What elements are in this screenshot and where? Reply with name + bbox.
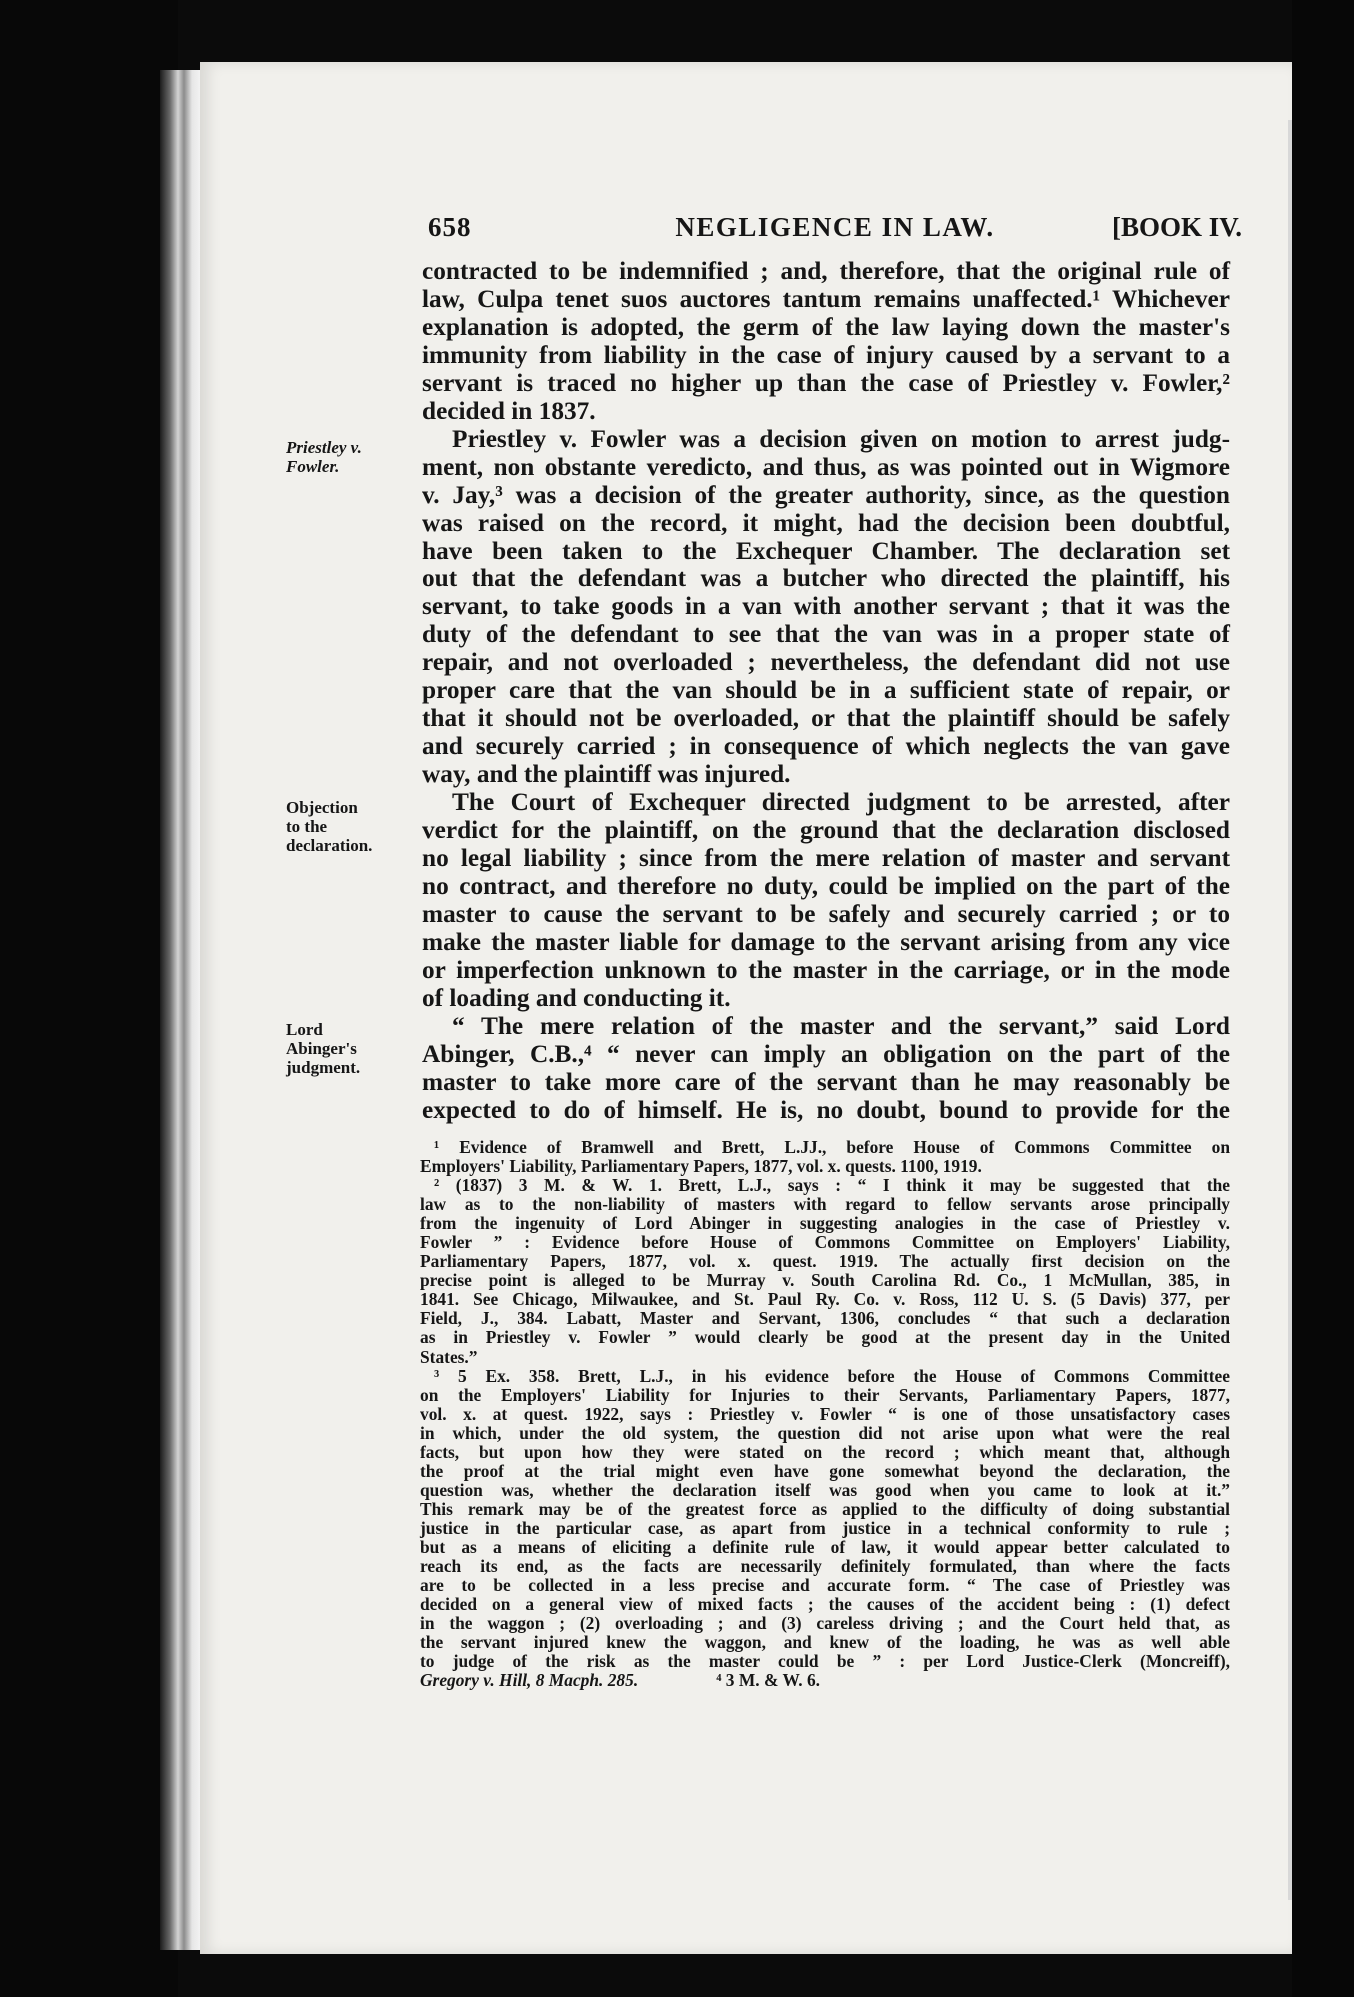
paragraph-2: [422, 426, 1230, 789]
text-line: that it should not be overloaded, or that the plaintiff should be safely: [422, 704, 1230, 733]
footnote-1: [420, 1138, 1230, 1176]
footnote-line: from the ingenuity of Lord Abinger in suggesting analogies in the case of Priestley v.: [420, 1213, 1230, 1234]
margin-note-line: Abinger's: [286, 1039, 357, 1058]
text-line: ment, non obstante veredicto, and thus, as was pointed out in Wigmore: [422, 452, 1230, 481]
text-line: servant is traced no higher up than the case of Priestley v. Fowler,²: [422, 368, 1230, 397]
footnote-last-line: [420, 1671, 1230, 1690]
footnote-line: 1841. See Chicago, Milwaukee, and St. Paul Ry. Co. v. Ross, 112 U. S. (5 Davis) 377, per: [420, 1289, 1230, 1310]
running-title: NEGLIGENCE IN LAW.: [675, 212, 995, 242]
scan-right-border: [1292, 0, 1354, 1997]
page-number: 658: [428, 212, 472, 242]
footnote-line: Parliamentary Papers, 1877, vol. x. quest. 1919. The actually first decision on the: [420, 1251, 1230, 1272]
text-line: expected to do of himself. He is, no doubt, bound to provide for the: [422, 1095, 1230, 1124]
margin-note-abinger: [286, 1020, 414, 1077]
margin-note-priestley: [286, 438, 414, 476]
footnote-line: ¹ Evidence of Bramwell and Brett, L.JJ., before House of Commons Committee on: [434, 1137, 1230, 1157]
margin-note-line: Fowler.: [286, 457, 340, 476]
margin-note-line: Priestley v.: [286, 438, 362, 457]
footnote-line: ³ 5 Ex. 358. Brett, L.J., in his evidence before the House of Commons Committee: [434, 1365, 1230, 1386]
footnote-line: the servant injured knew the waggon, and knew of the loading, he was as well able: [420, 1632, 1230, 1653]
text-line: no contract, and therefore no duty, could be implied on the part of the: [422, 871, 1230, 900]
footnote-line: precise point is alleged to be Murray v. South Carolina Rd. Co., 1 McMullan, 385, in: [420, 1270, 1230, 1291]
footnote-line: reach its end, as the facts are necessarily definitely formulated, than where the facts: [420, 1556, 1230, 1577]
footnote-line: as in Priestley v. Fowler ” would clearly be good at the present day in the United: [420, 1327, 1230, 1348]
footnote-line: in the waggon ; (2) overloading ; and (3) careless driving ; and the Court held that, as: [420, 1613, 1230, 1634]
footnote-line: decided on a general view of mixed facts ; the causes of the accident being : (1) defect: [420, 1594, 1230, 1615]
text-line: v. Jay,³ was a decision of the greater authority, since, as the question: [422, 480, 1230, 509]
text-line: way, and the plaintiff was injured.: [422, 760, 791, 789]
footnote-line: law as to the non-liability of masters with regard to fellow servants arose principally: [420, 1194, 1230, 1215]
footnote-line: are to be collected in a less precise and accurate form. “ The case of Priestley was: [420, 1575, 1230, 1596]
text-line: contracted to be indemnified ; and, therefore, that the original rule of: [422, 257, 1230, 285]
paragraph-4: [422, 1013, 1230, 1125]
text-line: master to take more care of the servant than he may reasonably be: [422, 1067, 1230, 1096]
footnote-4: ⁴ 3 M. & W. 6.: [716, 1670, 820, 1691]
text-line: duty of the defendant to see that the van was in a proper state of: [422, 620, 1230, 649]
footnote-line: Field, J., 384. Labatt, Master and Servant, 1306, concludes “ that such a declaration: [420, 1308, 1230, 1329]
text-line: immunity from liability in the case of injury caused by a servant to a: [422, 340, 1230, 369]
text-line: repair, and not overloaded ; nevertheless, the defendant did not use: [422, 648, 1230, 677]
footnote-line: question was, whether the declaration itself was good when you came to look at it.”: [420, 1479, 1230, 1500]
footnote-line: Employers' Liability, Parliamentary Papers, 1877, vol. x. quests. 1100, 1919.: [420, 1156, 982, 1177]
text-line: master to cause the servant to be safely and securely carried ; or to: [422, 899, 1230, 928]
margin-note-line: judgment.: [286, 1058, 361, 1077]
text-line: explanation is adopted, the germ of the law laying down the master's: [422, 312, 1230, 341]
text-line: Priestley v. Fowler was a decision given on motion to arrest judg-: [452, 424, 1230, 453]
text-line: verdict for the plaintiff, on the ground that the declaration disclosed: [422, 816, 1230, 845]
text-line: have been taken to the Exchequer Chamber. The declaration set: [422, 536, 1230, 565]
body-text: [422, 258, 1230, 1125]
text-line: proper care that the van should be in a sufficient state of repair, or: [422, 676, 1230, 705]
footnote-line: in which, under the old system, the question did not arise upon what were the real: [420, 1422, 1230, 1443]
text-line: Abinger, C.B.,⁴ “ never can imply an obligation on the part of the: [422, 1039, 1230, 1068]
book-binding-gutter: [160, 70, 200, 1950]
footnotes: [420, 1138, 1230, 1690]
footnote-line: States.”: [420, 1346, 478, 1367]
text-line: and securely carried ; in consequence of which neglects the van gave: [422, 732, 1230, 761]
footnote-line: the proof at the trial might even have gone somewhat beyond the declaration, the: [420, 1460, 1230, 1481]
margin-note-objection: [286, 798, 414, 855]
text-line: was raised on the record, it might, had the decision been doubtful,: [422, 508, 1230, 537]
footnote-line: justice in the particular case, as apart from justice in a technical conformity to rule ;: [420, 1517, 1230, 1538]
text-line: no legal liability ; since from the mere relation of master and servant: [422, 844, 1230, 873]
margin-note-line: Lord: [286, 1020, 323, 1039]
footnote-line: to judge of the risk as the master could be ” : per Lord Justice-Clerk (Moncreiff),: [420, 1651, 1230, 1672]
text-line: of loading and conducting it.: [422, 983, 731, 1012]
text-line: out that the defendant was a butcher who directed the plaintiff, his: [422, 564, 1230, 593]
margin-note-line: Objection: [286, 798, 358, 817]
footnote-line: but as a means of eliciting a definite rule of law, it would appear better calculated to: [420, 1536, 1230, 1557]
running-header: [428, 212, 1242, 246]
text-line: “ The mere relation of the master and the servant,” said Lord: [452, 1011, 1230, 1040]
scan-left-border: [0, 0, 178, 1997]
paragraph-3: [422, 789, 1230, 1013]
footnote-line: Fowler ” : Evidence before House of Commons Committee on Employers' Liability,: [420, 1232, 1230, 1253]
footnote-line: on the Employers' Liability for Injuries to their Servants, Parliamentary Papers, 1877,: [420, 1384, 1230, 1405]
text-line: decided in 1837.: [422, 396, 596, 425]
margin-note-line: to the: [286, 817, 328, 836]
text-line: The Court of Exchequer directed judgment to be arrested, after: [452, 788, 1230, 817]
footnote-3-end: Gregory v. Hill, 8 Macph. 285.: [420, 1670, 639, 1691]
footnote-line: This remark may be of the greatest force as applied to the difficulty of doing substantial: [420, 1498, 1230, 1519]
text-line: make the master liable for damage to the servant arising from any vice: [422, 927, 1230, 956]
book-label: [BOOK IV.: [1111, 212, 1242, 242]
text-line: or imperfection unknown to the master in the carriage, or in the mode: [422, 955, 1230, 984]
margin-note-line: declaration.: [286, 836, 373, 855]
text-line: law, Culpa tenet suos auctores tantum remains unaffected.¹ Whichever: [422, 284, 1230, 313]
footnote-3: [420, 1367, 1230, 1691]
footnote-2: [420, 1176, 1230, 1366]
paragraph-1: [422, 258, 1230, 426]
footnote-line: vol. x. at quest. 1922, says : Priestley v. Fowler “ is one of those unsatisfactory cases: [420, 1403, 1230, 1424]
footnote-line: facts, but upon how they were stated on the record ; which meant that, although: [420, 1441, 1230, 1462]
text-line: servant, to take goods in a van with another servant ; that it was the: [422, 592, 1230, 621]
footnote-line: ² (1837) 3 M. & W. 1. Brett, L.J., says : “ I think it may be suggested that the: [434, 1175, 1230, 1196]
